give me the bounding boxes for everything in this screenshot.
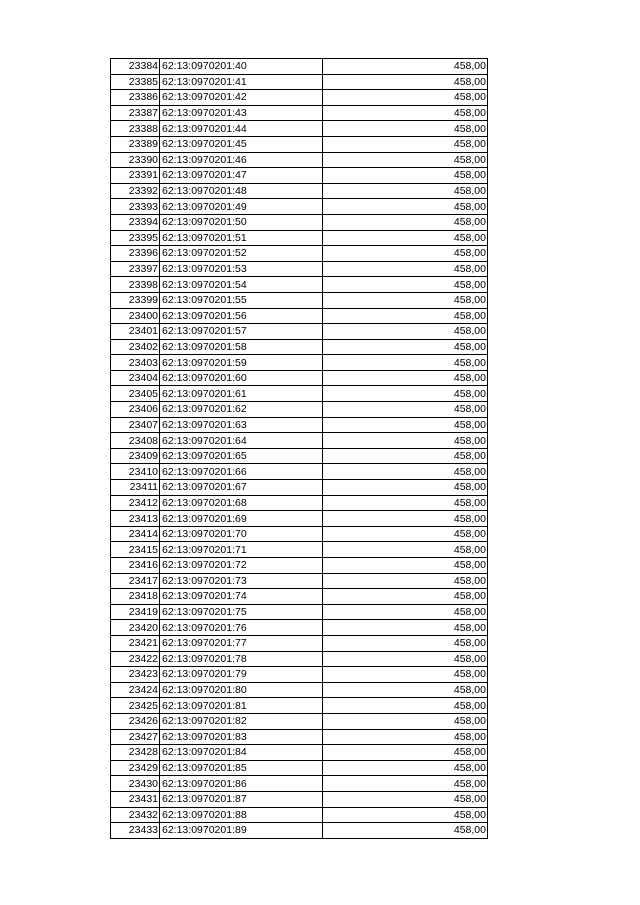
- table-body: [111, 59, 488, 839]
- row-number-cell: 23408: [111, 433, 160, 449]
- table-row: [111, 417, 488, 433]
- cadastral-number-cell: 62:13:0970201:76: [160, 620, 323, 636]
- table-row: [111, 183, 488, 199]
- table-row: [111, 370, 488, 386]
- amount-cell: 458,00: [323, 152, 488, 168]
- cadastral-number-cell: 62:13:0970201:82: [160, 713, 323, 729]
- cadastral-number-cell: 62:13:0970201:59: [160, 355, 323, 371]
- table-row: [111, 760, 488, 776]
- row-number-cell: 23388: [111, 121, 160, 137]
- row-number-cell: 23385: [111, 74, 160, 90]
- table-row: [111, 386, 488, 402]
- cadastral-number-cell: 62:13:0970201:87: [160, 791, 323, 807]
- amount-cell: 458,00: [323, 417, 488, 433]
- row-number-cell: 23411: [111, 480, 160, 496]
- cadastral-number-cell: 62:13:0970201:62: [160, 402, 323, 418]
- amount-cell: 458,00: [323, 480, 488, 496]
- row-number-cell: 23393: [111, 199, 160, 215]
- table-row: [111, 635, 488, 651]
- table-row: [111, 355, 488, 371]
- table-row: [111, 713, 488, 729]
- amount-cell: 458,00: [323, 105, 488, 121]
- amount-cell: 458,00: [323, 682, 488, 698]
- row-number-cell: 23390: [111, 152, 160, 168]
- amount-cell: 458,00: [323, 760, 488, 776]
- table-row: [111, 214, 488, 230]
- row-number-cell: 23423: [111, 667, 160, 683]
- cadastral-number-cell: 62:13:0970201:64: [160, 433, 323, 449]
- cadastral-number-cell: 62:13:0970201:55: [160, 292, 323, 308]
- row-number-cell: 23419: [111, 604, 160, 620]
- table-row: [111, 807, 488, 823]
- cadastral-number-cell: 62:13:0970201:80: [160, 682, 323, 698]
- table-row: [111, 667, 488, 683]
- row-number-cell: 23384: [111, 59, 160, 75]
- amount-cell: 458,00: [323, 464, 488, 480]
- row-number-cell: 23421: [111, 635, 160, 651]
- amount-cell: 458,00: [323, 90, 488, 106]
- row-number-cell: 23389: [111, 136, 160, 152]
- row-number-cell: 23407: [111, 417, 160, 433]
- table-row: [111, 776, 488, 792]
- table-row: [111, 698, 488, 714]
- row-number-cell: 23432: [111, 807, 160, 823]
- table-row: [111, 573, 488, 589]
- row-number-cell: 23418: [111, 589, 160, 605]
- row-number-cell: 23417: [111, 573, 160, 589]
- amount-cell: 458,00: [323, 324, 488, 340]
- cadastral-number-cell: 62:13:0970201:63: [160, 417, 323, 433]
- row-number-cell: 23433: [111, 823, 160, 839]
- amount-cell: 458,00: [323, 573, 488, 589]
- row-number-cell: 23405: [111, 386, 160, 402]
- table-row: [111, 105, 488, 121]
- amount-cell: 458,00: [323, 448, 488, 464]
- amount-cell: 458,00: [323, 823, 488, 839]
- cadastral-number-cell: 62:13:0970201:88: [160, 807, 323, 823]
- amount-cell: 458,00: [323, 136, 488, 152]
- row-number-cell: 23387: [111, 105, 160, 121]
- row-number-cell: 23400: [111, 308, 160, 324]
- row-number-cell: 23426: [111, 713, 160, 729]
- amount-cell: 458,00: [323, 214, 488, 230]
- cadastral-number-cell: 62:13:0970201:57: [160, 324, 323, 340]
- amount-cell: 458,00: [323, 402, 488, 418]
- cadastral-number-cell: 62:13:0970201:51: [160, 230, 323, 246]
- amount-cell: 458,00: [323, 713, 488, 729]
- amount-cell: 458,00: [323, 308, 488, 324]
- cadastral-number-cell: 62:13:0970201:73: [160, 573, 323, 589]
- row-number-cell: 23420: [111, 620, 160, 636]
- table-row: [111, 604, 488, 620]
- table-row: [111, 152, 488, 168]
- amount-cell: 458,00: [323, 558, 488, 574]
- cadastral-number-cell: 62:13:0970201:48: [160, 183, 323, 199]
- cadastral-number-cell: 62:13:0970201:79: [160, 667, 323, 683]
- amount-cell: 458,00: [323, 246, 488, 262]
- cadastral-number-cell: 62:13:0970201:89: [160, 823, 323, 839]
- cadastral-number-cell: 62:13:0970201:50: [160, 214, 323, 230]
- cadastral-number-cell: 62:13:0970201:71: [160, 542, 323, 558]
- amount-cell: 458,00: [323, 355, 488, 371]
- cadastral-number-cell: 62:13:0970201:81: [160, 698, 323, 714]
- row-number-cell: 23402: [111, 339, 160, 355]
- row-number-cell: 23429: [111, 760, 160, 776]
- table-row: [111, 511, 488, 527]
- row-number-cell: 23395: [111, 230, 160, 246]
- table-row: [111, 277, 488, 293]
- cadastral-number-cell: 62:13:0970201:47: [160, 168, 323, 184]
- cadastral-number-cell: 62:13:0970201:52: [160, 246, 323, 262]
- cadastral-number-cell: 62:13:0970201:70: [160, 526, 323, 542]
- row-number-cell: 23406: [111, 402, 160, 418]
- table-row: [111, 433, 488, 449]
- row-number-cell: 23422: [111, 651, 160, 667]
- data-table: [110, 58, 488, 839]
- cadastral-number-cell: 62:13:0970201:58: [160, 339, 323, 355]
- row-number-cell: 23392: [111, 183, 160, 199]
- table-row: [111, 324, 488, 340]
- table-row: [111, 448, 488, 464]
- table-row: [111, 292, 488, 308]
- table-row: [111, 59, 488, 75]
- table-row: [111, 495, 488, 511]
- cadastral-number-cell: 62:13:0970201:85: [160, 760, 323, 776]
- amount-cell: 458,00: [323, 168, 488, 184]
- cadastral-number-cell: 62:13:0970201:45: [160, 136, 323, 152]
- row-number-cell: 23394: [111, 214, 160, 230]
- row-number-cell: 23410: [111, 464, 160, 480]
- row-number-cell: 23430: [111, 776, 160, 792]
- row-number-cell: 23404: [111, 370, 160, 386]
- table-row: [111, 168, 488, 184]
- table-row: [111, 558, 488, 574]
- row-number-cell: 23425: [111, 698, 160, 714]
- row-number-cell: 23424: [111, 682, 160, 698]
- cadastral-number-cell: 62:13:0970201:40: [160, 59, 323, 75]
- row-number-cell: 23414: [111, 526, 160, 542]
- table-row: [111, 620, 488, 636]
- cadastral-number-cell: 62:13:0970201:54: [160, 277, 323, 293]
- cadastral-number-cell: 62:13:0970201:67: [160, 480, 323, 496]
- row-number-cell: 23391: [111, 168, 160, 184]
- cadastral-number-cell: 62:13:0970201:60: [160, 370, 323, 386]
- amount-cell: 458,00: [323, 776, 488, 792]
- cadastral-number-cell: 62:13:0970201:83: [160, 729, 323, 745]
- amount-cell: 458,00: [323, 667, 488, 683]
- cadastral-number-cell: 62:13:0970201:61: [160, 386, 323, 402]
- table-row: [111, 230, 488, 246]
- row-number-cell: 23398: [111, 277, 160, 293]
- cadastral-number-cell: 62:13:0970201:65: [160, 448, 323, 464]
- table-row: [111, 136, 488, 152]
- cadastral-number-cell: 62:13:0970201:75: [160, 604, 323, 620]
- amount-cell: 458,00: [323, 230, 488, 246]
- cadastral-number-cell: 62:13:0970201:69: [160, 511, 323, 527]
- amount-cell: 458,00: [323, 745, 488, 761]
- cadastral-number-cell: 62:13:0970201:56: [160, 308, 323, 324]
- table-row: [111, 246, 488, 262]
- table-row: [111, 74, 488, 90]
- cadastral-number-cell: 62:13:0970201:86: [160, 776, 323, 792]
- table-row: [111, 90, 488, 106]
- row-number-cell: 23416: [111, 558, 160, 574]
- amount-cell: 458,00: [323, 791, 488, 807]
- table-row: [111, 526, 488, 542]
- amount-cell: 458,00: [323, 589, 488, 605]
- cadastral-number-cell: 62:13:0970201:84: [160, 745, 323, 761]
- cadastral-number-cell: 62:13:0970201:68: [160, 495, 323, 511]
- row-number-cell: 23415: [111, 542, 160, 558]
- row-number-cell: 23412: [111, 495, 160, 511]
- cadastral-number-cell: 62:13:0970201:53: [160, 261, 323, 277]
- table-row: [111, 480, 488, 496]
- table-row: [111, 791, 488, 807]
- table-row: [111, 682, 488, 698]
- cadastral-number-cell: 62:13:0970201:77: [160, 635, 323, 651]
- row-number-cell: 23401: [111, 324, 160, 340]
- amount-cell: 458,00: [323, 620, 488, 636]
- amount-cell: 458,00: [323, 74, 488, 90]
- row-number-cell: 23427: [111, 729, 160, 745]
- table-row: [111, 339, 488, 355]
- table-row: [111, 729, 488, 745]
- table-row: [111, 823, 488, 839]
- cadastral-number-cell: 62:13:0970201:74: [160, 589, 323, 605]
- amount-cell: 458,00: [323, 339, 488, 355]
- amount-cell: 458,00: [323, 277, 488, 293]
- amount-cell: 458,00: [323, 807, 488, 823]
- amount-cell: 458,00: [323, 604, 488, 620]
- amount-cell: 458,00: [323, 526, 488, 542]
- amount-cell: 458,00: [323, 261, 488, 277]
- table-row: [111, 651, 488, 667]
- amount-cell: 458,00: [323, 729, 488, 745]
- cadastral-number-cell: 62:13:0970201:41: [160, 74, 323, 90]
- row-number-cell: 23386: [111, 90, 160, 106]
- cadastral-number-cell: 62:13:0970201:46: [160, 152, 323, 168]
- amount-cell: 458,00: [323, 635, 488, 651]
- table-row: [111, 464, 488, 480]
- table-row: [111, 261, 488, 277]
- amount-cell: 458,00: [323, 495, 488, 511]
- cadastral-number-cell: 62:13:0970201:78: [160, 651, 323, 667]
- cadastral-number-cell: 62:13:0970201:42: [160, 90, 323, 106]
- cadastral-number-cell: 62:13:0970201:66: [160, 464, 323, 480]
- table-row: [111, 199, 488, 215]
- table-row: [111, 589, 488, 605]
- amount-cell: 458,00: [323, 433, 488, 449]
- cadastral-number-cell: 62:13:0970201:49: [160, 199, 323, 215]
- row-number-cell: 23413: [111, 511, 160, 527]
- amount-cell: 458,00: [323, 698, 488, 714]
- cadastral-number-cell: 62:13:0970201:72: [160, 558, 323, 574]
- row-number-cell: 23403: [111, 355, 160, 371]
- amount-cell: 458,00: [323, 651, 488, 667]
- amount-cell: 458,00: [323, 292, 488, 308]
- cadastral-number-cell: 62:13:0970201:44: [160, 121, 323, 137]
- row-number-cell: 23409: [111, 448, 160, 464]
- row-number-cell: 23396: [111, 246, 160, 262]
- amount-cell: 458,00: [323, 199, 488, 215]
- table-row: [111, 121, 488, 137]
- table-row: [111, 308, 488, 324]
- row-number-cell: 23397: [111, 261, 160, 277]
- amount-cell: 458,00: [323, 59, 488, 75]
- amount-cell: 458,00: [323, 511, 488, 527]
- amount-cell: 458,00: [323, 121, 488, 137]
- amount-cell: 458,00: [323, 183, 488, 199]
- amount-cell: 458,00: [323, 386, 488, 402]
- cadastral-number-cell: 62:13:0970201:43: [160, 105, 323, 121]
- table-row: [111, 402, 488, 418]
- row-number-cell: 23399: [111, 292, 160, 308]
- amount-cell: 458,00: [323, 370, 488, 386]
- table-row: [111, 745, 488, 761]
- amount-cell: 458,00: [323, 542, 488, 558]
- table-row: [111, 542, 488, 558]
- row-number-cell: 23428: [111, 745, 160, 761]
- row-number-cell: 23431: [111, 791, 160, 807]
